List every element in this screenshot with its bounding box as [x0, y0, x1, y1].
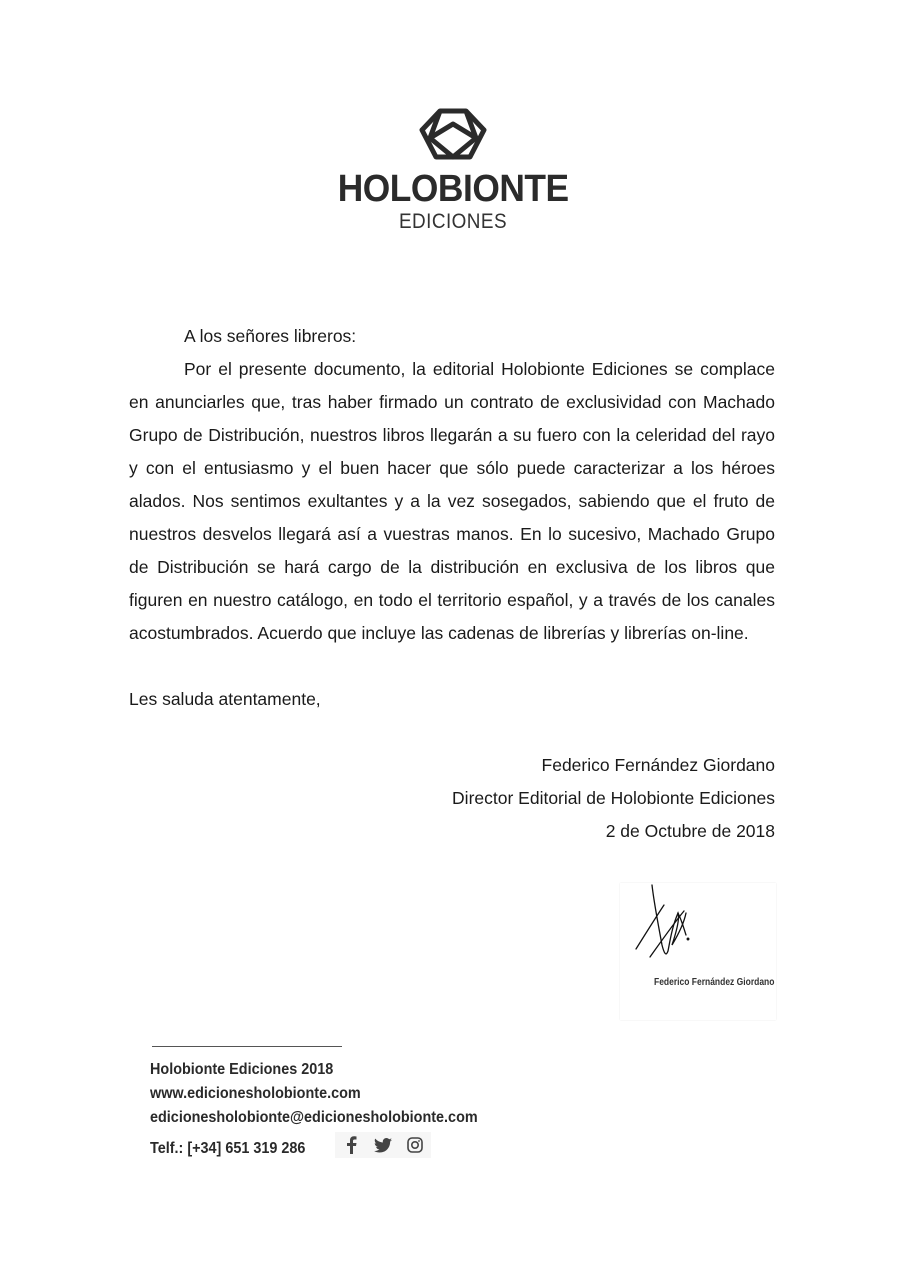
twitter-icon[interactable] — [371, 1133, 395, 1157]
logo-subtitle: EDICIONES — [398, 210, 508, 233]
handwritten-signature — [620, 883, 776, 1020]
instagram-icon[interactable] — [403, 1133, 427, 1157]
footer — [150, 1058, 514, 1130]
footer-company: Holobionte Ediciones 2018 — [150, 1061, 334, 1078]
facebook-icon[interactable] — [339, 1133, 363, 1157]
footer-phone-row — [150, 1140, 323, 1158]
signer-name: Federico Fernández Giordano — [541, 755, 775, 775]
signature-scribble-icon — [620, 883, 776, 973]
signer-title: Director Editorial de Holobionte Ediciones — [452, 788, 775, 808]
signature-caption: Federico Fernández Giordano — [654, 977, 775, 988]
signature-block — [129, 749, 775, 848]
hexagon-gem-icon — [418, 108, 488, 160]
social-links — [335, 1132, 431, 1158]
greeting: A los señores libreros: — [184, 326, 357, 346]
letter-date: 2 de Octubre de 2018 — [605, 821, 775, 841]
footer-phone: Telf.: [+34] 651 319 286 — [150, 1140, 306, 1157]
publisher-logo — [0, 108, 906, 234]
footer-divider — [152, 1046, 342, 1047]
closing: Les saluda atentamente, — [129, 689, 321, 709]
footer-website[interactable]: www.edicionesholobionte.com — [150, 1085, 361, 1102]
letter-body — [129, 320, 775, 848]
logo-name: HOLOBIONTE — [337, 168, 569, 210]
footer-email[interactable]: edicionesholobionte@edicionesholobionte.com — [150, 1109, 478, 1126]
body-paragraph: Por el presente documento, la editorial Holobionte Ediciones se complace en anunciarles que, tras haber firmado un contrato de exclusividad con Machado Grupo de Distribución, nuestros libros llegarán a su fuero con la celeridad del rayo y con el entusiasmo y el buen hacer que sólo puede caracterizar a los héroes alados. Nos sentimos exultantes y a la vez sosegados, sabiendo que el fruto de nuestros desvelos llegará así a vuestras manos. En lo sucesivo, Machado Grupo de Distribución se hará cargo de la distribución en exclusiva de los libros que figuren en nuestro catálogo, en todo el territorio español, y a través de los canales acostumbrados. Acuerdo que incluye las cadenas de librerías y librerías on-line. — [129, 359, 775, 643]
